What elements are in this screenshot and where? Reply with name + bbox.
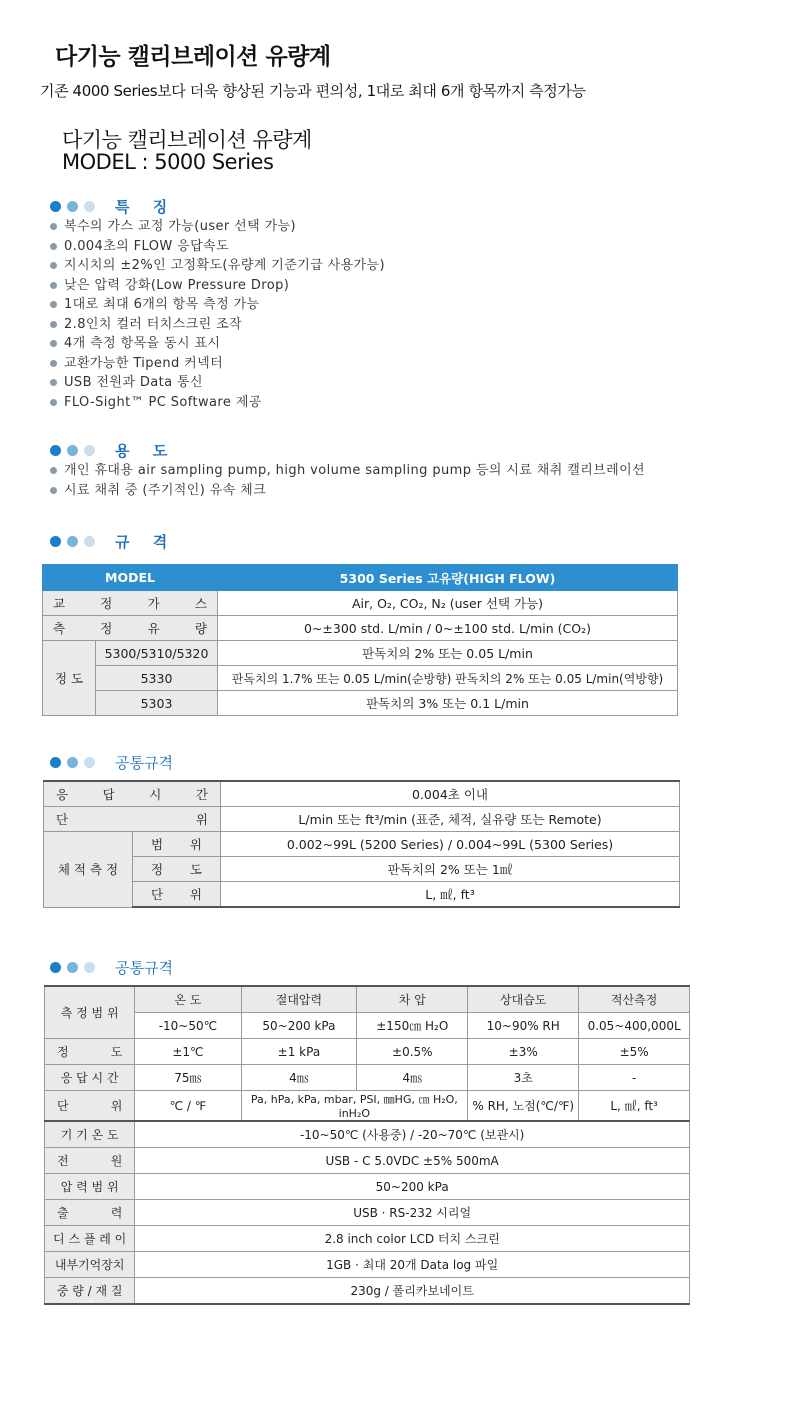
table-row xyxy=(45,1226,690,1252)
accuracy-value: 판독치의 2% 또는 0.05 L/min xyxy=(218,641,678,666)
row-label: 전 원 xyxy=(45,1148,135,1174)
table-row xyxy=(45,1200,690,1226)
column-header: 차 압 xyxy=(357,986,468,1013)
accuracy-model: 5303 xyxy=(96,691,218,716)
row-value: 2.8 inch color LCD 터치 스크린 xyxy=(135,1226,690,1252)
list-item-text: USB 전원과 Data 통신 xyxy=(64,375,203,390)
list-item-text: 낮은 압력 강화(Low Pressure Drop) xyxy=(64,277,290,293)
column-header: 절대압력 xyxy=(241,986,357,1013)
range-value: 10~90% RH xyxy=(468,1013,579,1039)
bullet-icon xyxy=(50,243,57,250)
list-item xyxy=(50,481,645,501)
response-value: 3초 xyxy=(468,1065,579,1091)
range-value: -10~50℃ xyxy=(135,1013,241,1039)
model-value-header: 5300 Series 고유량(HIGH FLOW) xyxy=(218,565,678,591)
page-subtitle: 기존 4000 Series보다 더욱 향상된 기능과 편의성, 1대로 최대 6개 항목까지 측정가능 xyxy=(40,82,586,100)
row-label: 중 량 / 재 질 xyxy=(45,1278,135,1305)
range-label: 측 정 범 위 xyxy=(45,986,135,1039)
table-row xyxy=(45,1148,690,1174)
unit-value: L/min 또는 ft³/min (표준, 체적, 실유량 또는 Remote) xyxy=(221,807,680,832)
column-header: 상대습도 xyxy=(468,986,579,1013)
list-item-text: 1대로 최대 6개의 항목 측정 가능 xyxy=(64,297,260,312)
list-item-text: 교환가능한 Tipend 커넥터 xyxy=(64,355,224,371)
bullet-icon xyxy=(50,340,57,347)
response-value: 4㎳ xyxy=(241,1065,357,1091)
table-row xyxy=(45,1121,690,1148)
list-item xyxy=(50,461,645,481)
volume-value: 0.002~99L (5200 Series) / 0.004~99L (5300 Series) xyxy=(221,832,680,857)
column-header: 온 도 xyxy=(135,986,241,1013)
row-label: 내부기억장치 xyxy=(45,1252,135,1278)
accuracy-value: ±3% xyxy=(468,1039,579,1065)
response-value: 75㎳ xyxy=(135,1065,241,1091)
product-model: MODEL : 5000 Series xyxy=(62,150,274,174)
list-item-text: 4개 측정 항목을 동시 표시 xyxy=(64,336,221,351)
row-value: USB · RS-232 시리얼 xyxy=(135,1200,690,1226)
list-item xyxy=(50,373,385,393)
list-item xyxy=(50,334,385,354)
row-value: USB - C 5.0VDC ±5% 500mA xyxy=(135,1148,690,1174)
list-item-text: 시료 채취 중 (주기적인) 유속 체크 xyxy=(64,482,267,498)
range-value: ±150㎝ H₂O xyxy=(357,1013,468,1039)
accuracy-value: 판독치의 3% 또는 0.1 L/min xyxy=(218,691,678,716)
accuracy-value: ±5% xyxy=(579,1039,690,1065)
common1-table xyxy=(43,780,680,908)
list-item-text: 지시치의 ±2%인 고정확도(유량계 기준기급 사용가능) xyxy=(64,258,385,273)
usage-title: 용 도 xyxy=(115,442,177,460)
volume-sub-label: 범 위 xyxy=(133,832,221,857)
list-item-text: FLO-Sight™ PC Software 제공 xyxy=(64,394,262,410)
section-dots-icon xyxy=(50,201,101,212)
row-label: 압 력 범 위 xyxy=(45,1174,135,1200)
list-item xyxy=(50,256,385,276)
list-item xyxy=(50,276,385,296)
volume-label: 체 적 측 정 xyxy=(44,832,133,908)
volume-value: L, ㎖, ft³ xyxy=(221,882,680,908)
list-item-text: 0.004초의 FLOW 응답속도 xyxy=(64,238,229,254)
usage-list xyxy=(50,461,645,500)
list-item xyxy=(50,354,385,374)
list-item xyxy=(50,393,385,413)
accuracy-value: ±0.5% xyxy=(357,1039,468,1065)
common2-title: 공통규격 xyxy=(115,959,173,977)
response-value: - xyxy=(579,1065,690,1091)
section-dots-icon xyxy=(50,757,101,768)
unit-value: L, ㎖, ft³ xyxy=(579,1091,690,1122)
common2-table xyxy=(44,985,690,1305)
bullet-icon xyxy=(50,262,57,269)
accuracy-model: 5330 xyxy=(96,666,218,691)
response-label: 응 답 시 간 xyxy=(44,781,221,807)
row-value: 230g / 폴리카보네이트 xyxy=(135,1278,690,1305)
list-item xyxy=(50,217,385,237)
row-label: 출 력 xyxy=(45,1200,135,1226)
list-item xyxy=(50,315,385,335)
column-header: 적산측정 xyxy=(579,986,690,1013)
list-item-text: 복수의 가스 교정 가능(user 선택 가능) xyxy=(64,219,297,234)
unit-value: Pa, hPa, kPa, mbar, PSI, ㎜HG, ㎝ H₂O, inH₂O xyxy=(241,1091,468,1122)
response-value: 4㎳ xyxy=(357,1065,468,1091)
row-value: -10~50℃ (사용중) / -20~70℃ (보관시) xyxy=(135,1121,690,1148)
usage-heading xyxy=(50,440,176,461)
unit-label: 단 위 xyxy=(44,807,221,832)
row-label: 디 스 플 레 이 xyxy=(45,1226,135,1252)
accuracy-value: ±1 kPa xyxy=(241,1039,357,1065)
features-heading xyxy=(50,196,176,217)
volume-sub-label: 정 도 xyxy=(133,857,221,882)
volume-sub-label: 단 위 xyxy=(133,882,221,908)
gas-label: 교 정 가 스 xyxy=(43,591,218,616)
section-dots-icon xyxy=(50,445,101,456)
table-row xyxy=(45,1174,690,1200)
flow-value: 0~±300 std. L/min / 0~±100 std. L/min (CO₂) xyxy=(218,616,678,641)
list-item xyxy=(50,295,385,315)
common1-title: 공통규격 xyxy=(115,754,173,772)
common1-heading xyxy=(50,752,173,773)
bullet-icon xyxy=(50,321,57,328)
bullet-icon xyxy=(50,223,57,230)
section-dots-icon xyxy=(50,536,101,547)
table-row xyxy=(45,1278,690,1305)
flow-label: 측 정 유 량 xyxy=(43,616,218,641)
accuracy-value: ±1℃ xyxy=(135,1039,241,1065)
features-title: 특 징 xyxy=(115,198,177,216)
spec-heading xyxy=(50,531,176,552)
bullet-icon xyxy=(50,487,57,494)
bullet-icon xyxy=(50,282,57,289)
gas-value: Air, O₂, CO₂, N₂ (user 선택 가능) xyxy=(218,591,678,616)
list-item-text: 2.8인치 컬러 터치스크린 조작 xyxy=(64,316,243,332)
bullet-icon xyxy=(50,399,57,406)
unit-label: 단 위 xyxy=(45,1091,135,1122)
unit-value: % RH, 노점(℃/℉) xyxy=(468,1091,579,1122)
accuracy-label: 정 도 xyxy=(45,1039,135,1065)
accuracy-label: 정 도 xyxy=(43,641,96,716)
accuracy-value: 판독치의 1.7% 또는 0.05 L/min(순방향) 판독치의 2% 또는 0.05 L/min(역방향) xyxy=(218,666,678,691)
spec-title: 규 격 xyxy=(115,533,177,551)
response-value: 0.004초 이내 xyxy=(221,781,680,807)
response-label: 응 답 시 간 xyxy=(45,1065,135,1091)
bullet-icon xyxy=(50,379,57,386)
bullet-icon xyxy=(50,467,57,474)
product-name: 다기능 캘리브레이션 유량계 xyxy=(62,128,312,152)
bullet-icon xyxy=(50,301,57,308)
row-value: 1GB · 최대 20개 Data log 파일 xyxy=(135,1252,690,1278)
list-item-text: 개인 휴대용 air sampling pump, high volume sampling pump 등의 시료 채취 캘리브레이션 xyxy=(64,463,645,478)
unit-value: ℃ / ℉ xyxy=(135,1091,241,1122)
spec-table xyxy=(42,564,678,716)
section-dots-icon xyxy=(50,962,101,973)
range-value: 50~200 kPa xyxy=(241,1013,357,1039)
volume-value: 판독치의 2% 또는 1㎖ xyxy=(221,857,680,882)
features-list xyxy=(50,217,385,412)
page-title: 다기능 캘리브레이션 유량계 xyxy=(55,44,331,70)
model-header: MODEL xyxy=(43,565,218,591)
list-item xyxy=(50,237,385,257)
table-row xyxy=(45,1252,690,1278)
row-value: 50~200 kPa xyxy=(135,1174,690,1200)
accuracy-model: 5300/5310/5320 xyxy=(96,641,218,666)
row-label: 기 기 온 도 xyxy=(45,1121,135,1148)
bullet-icon xyxy=(50,360,57,367)
common2-heading xyxy=(50,957,173,978)
range-value: 0.05~400,000L xyxy=(579,1013,690,1039)
